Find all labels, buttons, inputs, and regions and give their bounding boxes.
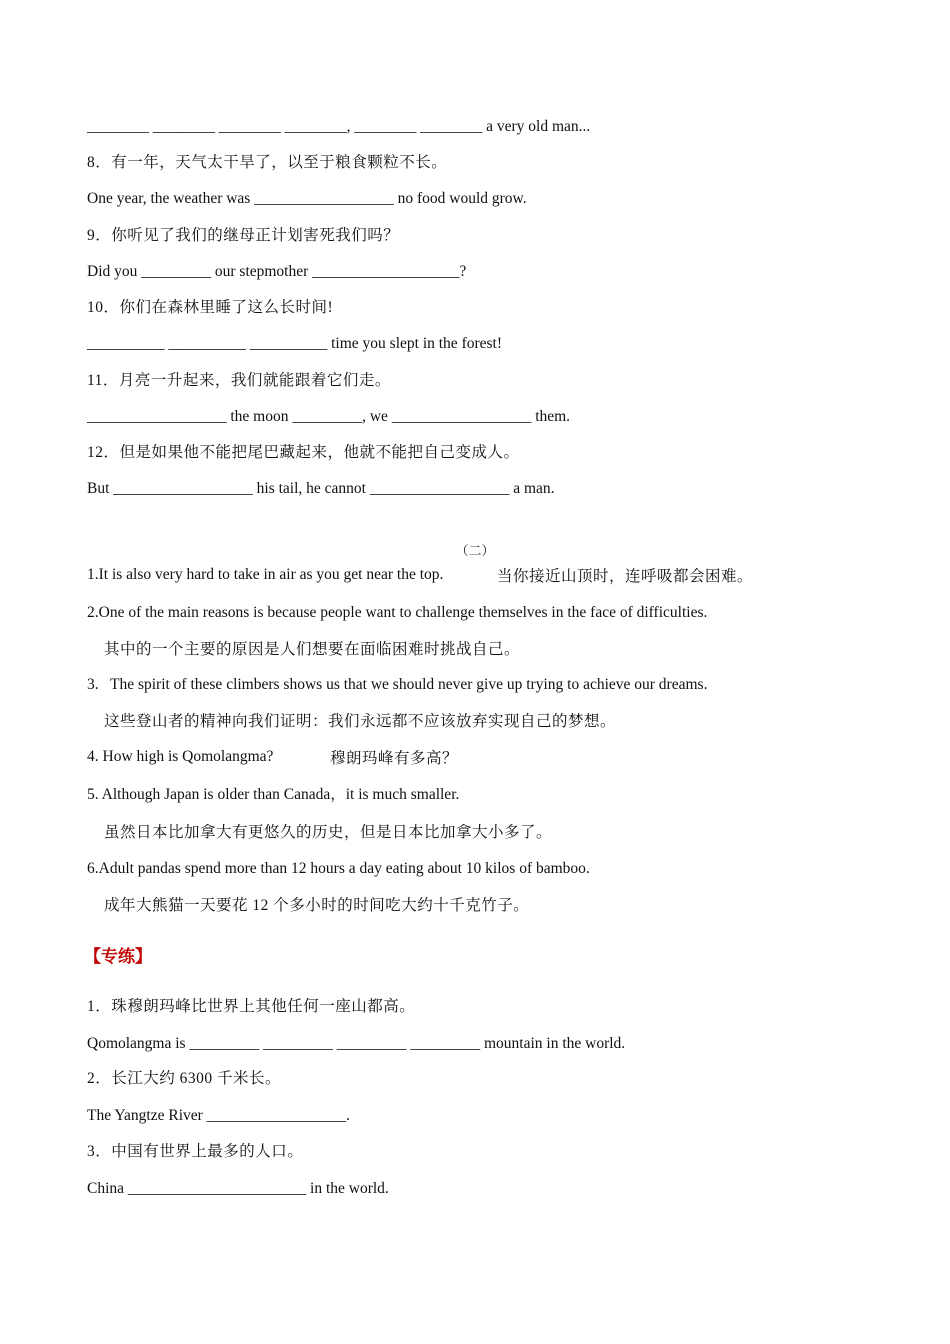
sentence-5-english: 5. Although Japan is older than Canada，it is much smaller. [87,786,460,803]
exercise-8-english: One year, the weather was __________________ no food would grow. [87,190,527,207]
exercise-12-english: But __________________ his tail, he cannot __________________ a man. [87,480,555,497]
exercise-7-answer-line: ________ ________ ________ ________, ________ ________ a very old man... [87,118,591,135]
section-2-heading: （二） [455,543,495,558]
exercise-11-chinese: 11．月亮一升起来，我们就能跟着它们走。 [87,372,391,389]
practice-2-english: The Yangtze River __________________. [87,1107,351,1124]
practice-1-chinese: 1．珠穆朗玛峰比世界上其他任何一座山都高。 [87,998,416,1015]
practice-3-english: China _______________________ in the world. [87,1180,389,1197]
sentence-4-chinese: 穆朗玛峰有多高？ [330,750,459,767]
exercise-9-chinese: 9．你听见了我们的继母正计划害死我们吗？ [87,227,400,244]
sentence-2-english: 2.One of the main reasons is because people want to challenge themselves in the face of difficulties. [87,604,708,621]
sentence-3-chinese: 这些登山者的精神向我们证明：我们永远都不应该放弃实现自己的梦想。 [104,713,617,730]
practice-2-chinese: 2．长江大约 6300 千米长。 [87,1070,282,1087]
sentence-3-english: 3. The spirit of these climbers shows us that we should never give up trying to achieve our dreams. [87,676,708,693]
sentence-4-english: 4. How high is Qomolangma? [87,748,274,765]
practice-1-english: Qomolangma is _________ _________ _________ _________ mountain in the world. [87,1035,626,1052]
exercise-8-chinese: 8．有一年，天气太干旱了，以至于粮食颗粒不长。 [87,154,448,171]
sentence-6-english: 6.Adult pandas spend more than 12 hours a day eating about 10 kilos of bamboo. [87,860,590,877]
sentence-1-english: 1.It is also very hard to take in air as you get near the top. [87,566,444,583]
practice-heading: 【专练】 [84,947,152,967]
exercise-10-chinese: 10．你们在森林里睡了这么长时间! [87,299,334,316]
exercise-11-english: __________________ the moon _________, we __________________ them. [87,408,571,425]
sentence-5-chinese: 虽然日本比加拿大有更悠久的历史，但是日本比加拿大小多了。 [104,824,553,841]
sentence-1-chinese: 当你接近山顶时，连呼吸都会困难。 [497,568,754,585]
exercise-12-chinese: 12．但是如果他不能把尾巴藏起来，他就不能把自己变成人。 [87,444,520,461]
exercise-9-english: Did you _________ our stepmother ___________________? [87,263,467,280]
practice-3-chinese: 3．中国有世界上最多的人口。 [87,1143,304,1160]
sentence-2-chinese: 其中的一个主要的原因是人们想要在面临困难时挑战自己。 [104,641,521,658]
exercise-10-english: __________ __________ __________ time you slept in the forest! [87,335,503,352]
sentence-6-chinese: 成年大熊猫一天要花 12 个多小时的时间吃大约十千克竹子。 [104,897,530,914]
